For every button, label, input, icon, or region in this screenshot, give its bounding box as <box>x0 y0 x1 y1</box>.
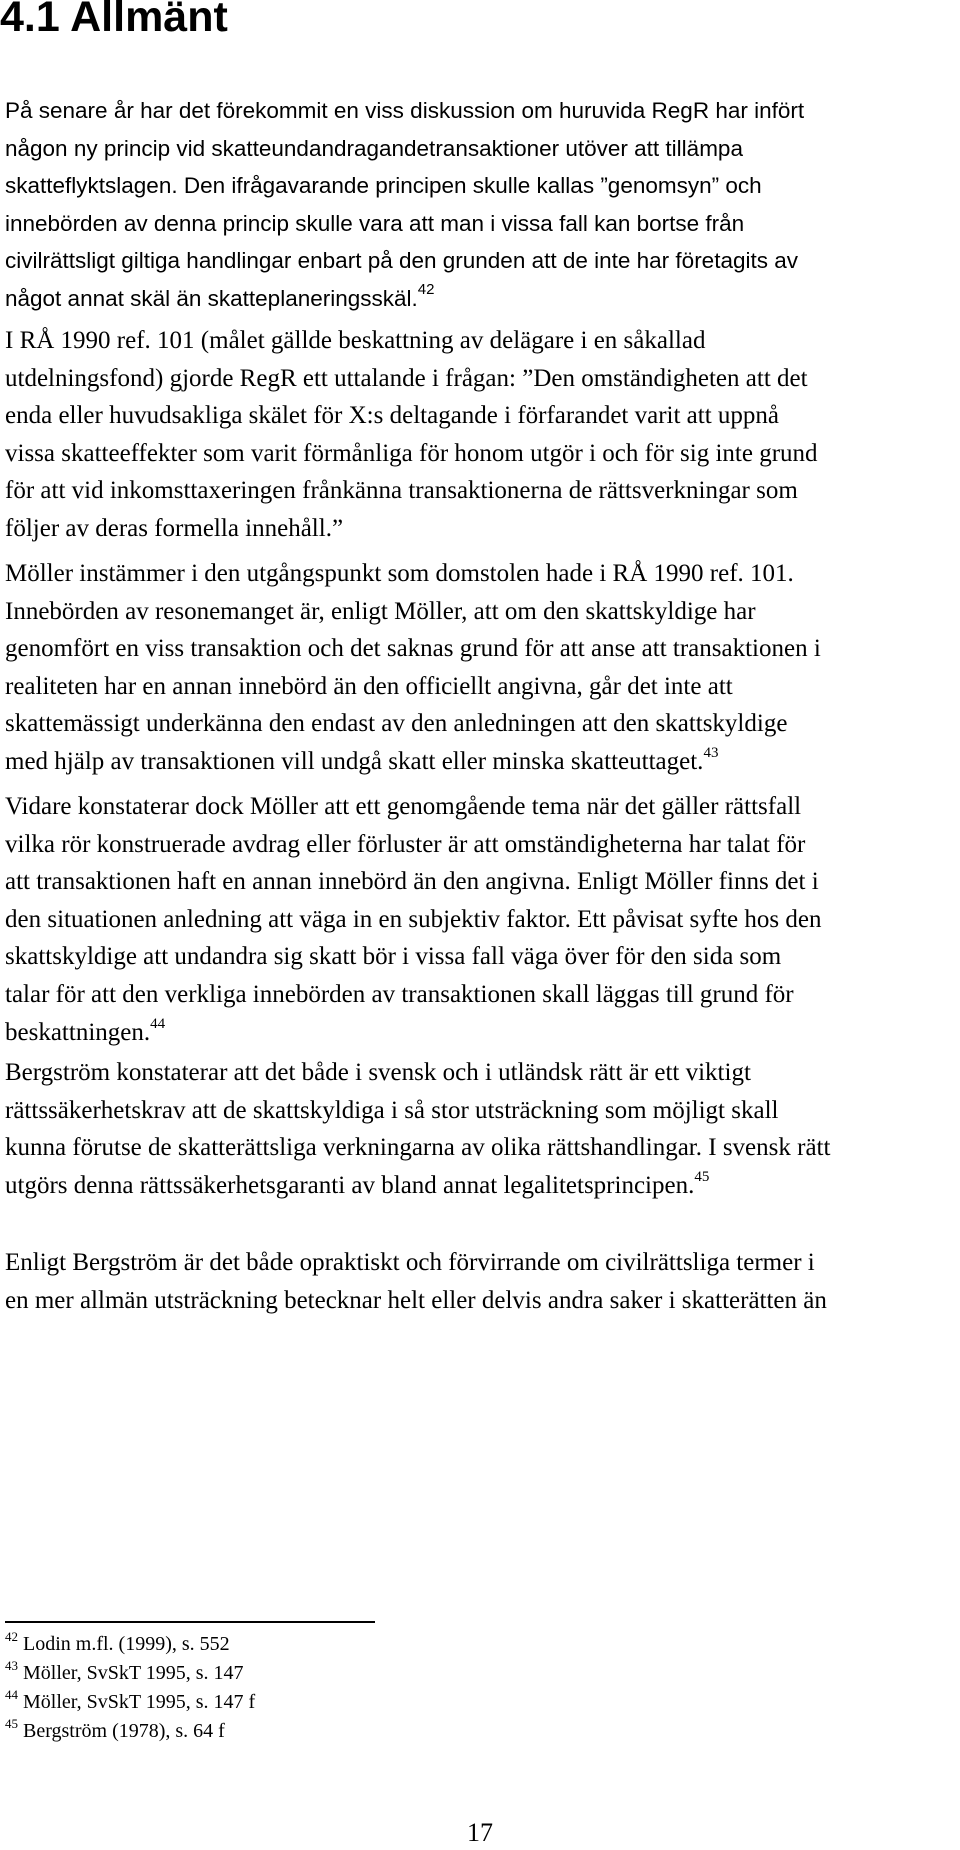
text-line: Möller instämmer i den utgångspunkt som domstolen hade i RÅ 1990 ref. 101. <box>5 560 794 587</box>
page-number: 17 <box>467 1818 493 1847</box>
text-line: genomfört en viss transaktion och det saknas grund för att anse att transaktionen i <box>5 635 821 663</box>
paragraph-bergstrom-1 <box>5 1054 955 1204</box>
footnote <box>5 1630 255 1659</box>
footnote-ref[interactable]: 45 <box>694 1168 710 1185</box>
footnote <box>5 1659 255 1688</box>
text-line: skattskyldige att undandra sig skatt bör i vissa fall väga över för den sida som <box>5 943 782 971</box>
section-heading: 4.1 Allmänt <box>0 0 228 41</box>
footnote-text: Möller, SvSkT 1995, s. 147 <box>23 1662 244 1684</box>
text-line-content: utgörs denna rättssäkerhetsgaranti av bland annat legalitetsprincipen. <box>5 1171 695 1199</box>
text-line: följer av deras formella innehåll.” <box>5 514 344 542</box>
text-line: Enligt Bergström är det både opraktiskt och förvirrande om civilrättsliga termer i <box>5 1249 815 1276</box>
text-line: vissa skatteeffekter som varit förmånliga för honom utgör i och för sig inte grund <box>5 439 818 467</box>
footnote-ref[interactable]: 44 <box>150 1015 166 1032</box>
footnote-ref[interactable]: 43 <box>703 744 719 761</box>
footnotes <box>5 1630 255 1746</box>
text-line: I RÅ 1990 ref. 101 (målet gällde beskattning av delägare i en såkallad <box>5 327 706 354</box>
footnote-ref[interactable]: 42 <box>417 280 435 298</box>
text-line: Innebörden av resonemanget är, enligt Möller, att om den skattskyldige har <box>5 597 756 625</box>
text-line: Bergström konstaterar att det både i svensk och i utländsk rätt är ett viktigt <box>5 1059 751 1086</box>
footnote <box>5 1717 255 1746</box>
text-line: På senare år har det förekommit en viss diskussion om huruvida RegR har infört <box>5 98 805 123</box>
paragraph-bergstrom-2 <box>5 1244 955 1319</box>
paragraph-moller-2 <box>5 788 955 1051</box>
footnote-number: 45 <box>5 1716 18 1731</box>
footnote-text: Bergström (1978), s. 64 f <box>23 1720 225 1742</box>
paragraph-ra-1990 <box>5 322 955 548</box>
text-line: att transaktionen haft en annan innebörd än den angivna. Enligt Möller finns det i <box>5 868 819 896</box>
text-line: talar för att den verkliga innebörden av transaktionen skall läggas till grund för <box>5 980 794 1008</box>
text-line-content: något annat skäl än skatteplaneringsskäl. <box>5 285 418 311</box>
text-line: realiteten har en annan innebörd än den officiellt angivna, går det inte att <box>5 672 733 700</box>
text-line: rättssäkerhetskrav att de skattskyldiga i så stor utsträckning som möjligt skall <box>5 1096 779 1124</box>
text-line: för att vid inkomsttaxeringen frånkänna transaktionerna de rättsverkningar som <box>5 477 798 505</box>
text-line: den situationen anledning att väga in en subjektiv faktor. Ett påvisat syfte hos den <box>5 905 822 933</box>
footnote-text: Lodin m.fl. (1999), s. 552 <box>23 1633 230 1655</box>
text-line: kunna förutse de skatterättsliga verkningarna av olika rättshandlingar. I svensk rätt <box>5 1134 831 1162</box>
footnote-number: 42 <box>5 1629 18 1644</box>
text-line: civilrättsligt giltiga handlingar enbart på den grunden att de inte har företagits av <box>5 248 798 274</box>
text-line <box>5 280 955 318</box>
text-line-content: beskattningen. <box>5 1018 151 1046</box>
paragraph-genomsyn <box>5 92 955 318</box>
text-line: enda eller huvudsakliga skälet för X:s deltagande i förfarandet varit att uppnå <box>5 402 780 430</box>
text-line: utdelningsfond) gjorde RegR ett uttalande i frågan: ”Den omständigheten att det <box>5 364 808 392</box>
footnote-number: 43 <box>5 1658 18 1673</box>
text-line: innebörden av denna princip skulle vara att man i vissa fall kan bortse från <box>5 210 745 236</box>
text-line: en mer allmän utsträckning betecknar helt eller delvis andra saker i skatterätten än <box>5 1286 827 1314</box>
text-line <box>5 1167 955 1205</box>
footnote-separator <box>5 1621 375 1623</box>
text-line <box>5 1014 955 1052</box>
text-line: skattemässigt underkänna den endast av den anledningen att den skattskyldige <box>5 710 788 738</box>
text-line <box>5 743 955 781</box>
text-line-content: med hjälp av transaktionen vill undgå skatt eller minska skatteuttaget. <box>5 747 704 775</box>
footnote <box>5 1688 255 1717</box>
footnote-number: 44 <box>5 1687 18 1702</box>
footnote-text: Möller, SvSkT 1995, s. 147 f <box>23 1691 256 1713</box>
text-line: vilka rör konstruerade avdrag eller förluster är att omständigheterna har talat för <box>5 830 806 858</box>
text-line: Vidare konstaterar dock Möller att ett genomgående tema när det gäller rättsfall <box>5 793 802 820</box>
text-line: någon ny princip vid skatteundandragandetransaktioner utöver att tillämpa <box>5 135 743 161</box>
paragraph-moller-1 <box>5 555 955 781</box>
text-line: skatteflyktslagen. Den ifrågavarande principen skulle kallas ”genomsyn” och <box>5 173 762 199</box>
